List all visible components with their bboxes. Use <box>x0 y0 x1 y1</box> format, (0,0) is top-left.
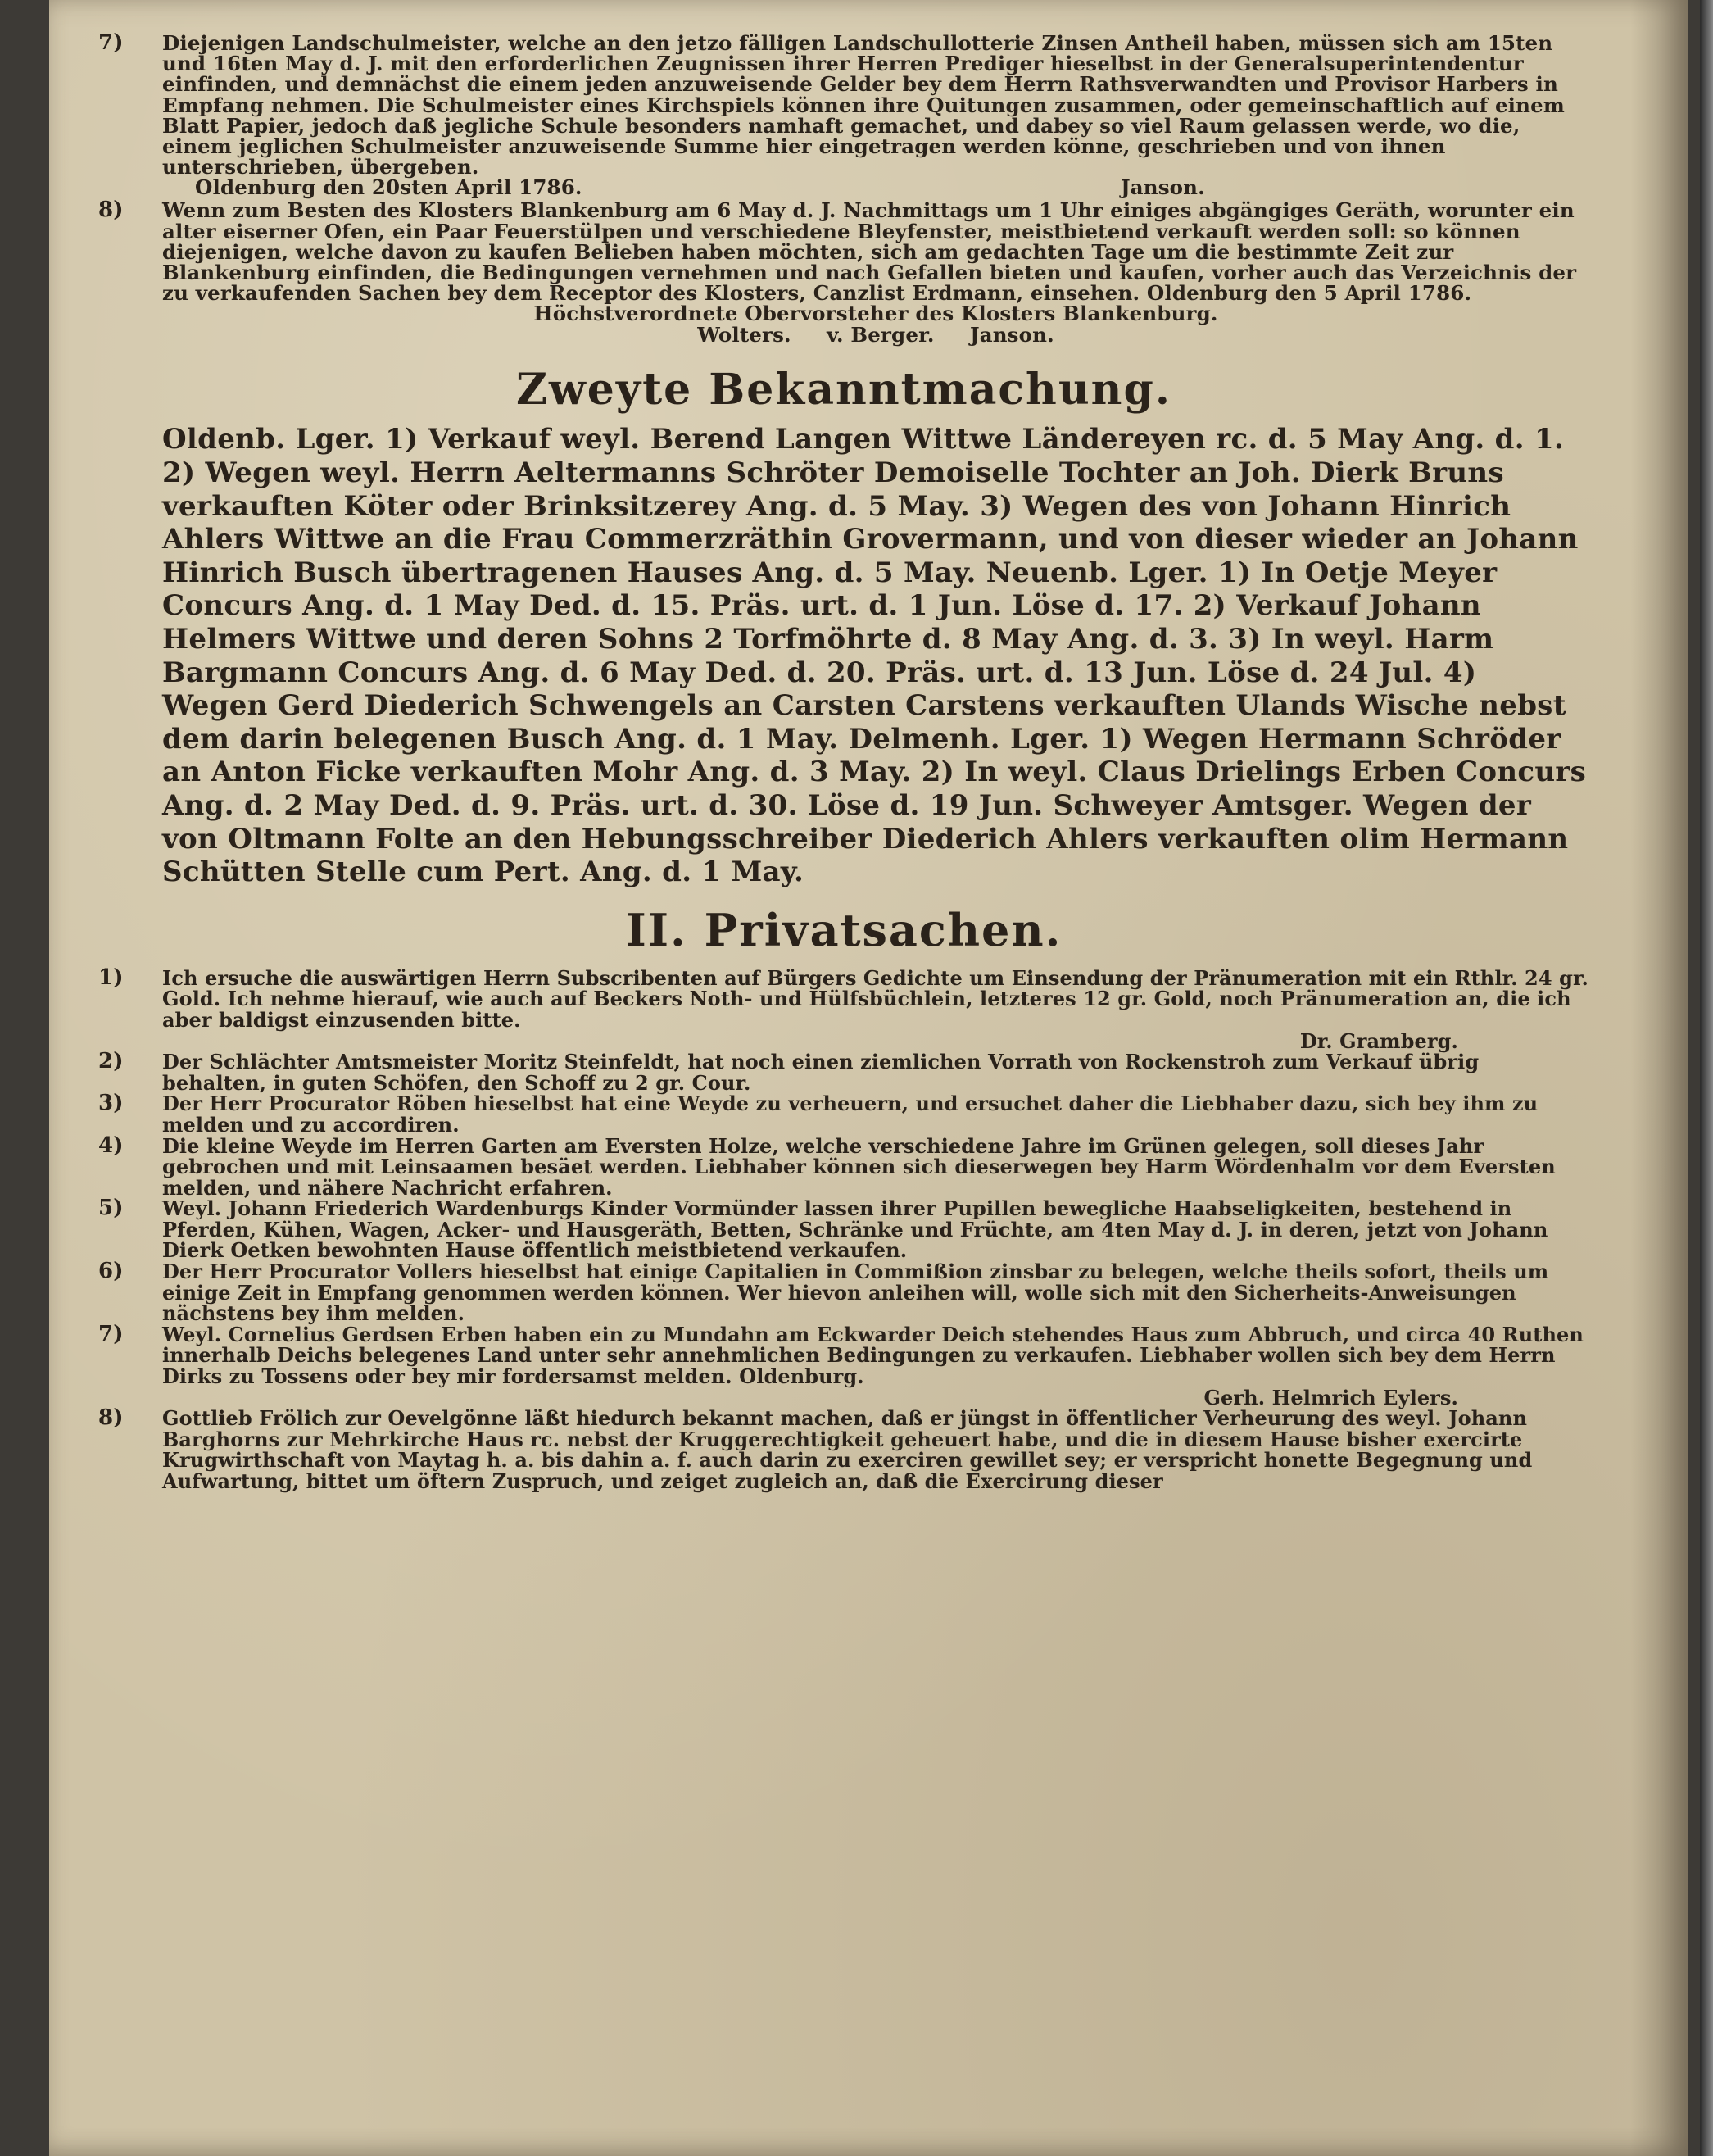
notice-text: Wenn zum Besten des Klosters Blankenburg am 6 May d. J. Nachmittags um 1 Uhr einiges abgängiges Geräth, worunter ein alter eiserner Ofen, ein Paar Feuerstülpen und verschiedene Bleyfenster, meistbietend verkauft werden soll: so können diejenigen, welche davon zu kaufen Belieben haben möchten, sich am gedachten Tage um die bestimmte Zeit zur Blankenburg einfinden, die Bedingungen vernehmen und nach Gefallen bieten und kaufen, vorher auch das Verzeichnis der zu verkaufenden Sachen bey dem Receptor des Klosters, Canzlist Erdmann, einsehen. Oldenburg den 5 April 1786. <box>162 198 1577 306</box>
notice-number: 2) <box>98 1049 124 1074</box>
bekanntmachung-text: Oldenb. Lger. 1) Verkauf weyl. Berend Langen Wittwe Ländereyen rc. d. 5 May Ang. d. 1. 2) Wegen weyl. Herrn Aeltermanns Schröter Demoiselle Tochter an Joh. Dierk Bruns verkauften Köter oder Brinksitzerey Ang. d. 5 May. 3) Wegen des von Johann Hinrich Ahlers Wittwe an die Frau Commerzräthin Grovermann, und von dieser wieder an Johann Hinrich Busch übertragenen Hauses Ang. d. 5 May. Neuenb. Lger. 1) In Oetje Meyer Concurs Ang. d. 1 May Ded. d. 15. Präs. urt. d. 1 Jun. Löse d. 17. 2) Verkauf Johann Helmers Wittwe und deren Sohns 2 Torfmöhrte d. 8 May Ang. d. 3. 3) In weyl. Harm Bargmann Concurs Ang. d. 6 May Ded. d. 20. Präs. urt. d. 13 Jun. Löse d. 24 Jul. 4) Wegen Gerd Diederich Schwengels an Carsten Carstens verkauften Ulands Wische nebst dem darin belegenen Busch Ang. d. 1 May. Delmenh. Lger. 1) Wegen Hermann Schröder an Anton Ficke verkauften Mohr Ang. d. 3 May. 2) In weyl. Claus Drielings Erben Concurs Ang. d. 2 May Ded. d. 9. Präs. urt. d. 30. Löse d. 19 Jun. Schweyer Amtsger. Wegen der von Oltmann Folte an den Hebungsschreiber Diederich Ahlers verkauften olim Hermann Schütten Stelle cum Pert. Ang. d. 1 May. <box>162 423 1587 889</box>
heading-zweyte-bekanntmachung: Zweyte Bekanntmachung. <box>516 365 1171 415</box>
privat-8 <box>98 1405 1589 1493</box>
privat-1 <box>98 965 1589 1053</box>
privat-2 <box>98 1051 1589 1093</box>
signature: Gerh. Helmrich Eylers. <box>1203 1385 1458 1409</box>
notice-7 <box>98 30 1589 200</box>
place-date: Oldenburg den 20sten April 1786. <box>195 175 582 200</box>
notice-text: Diejenigen Landschulmeister, welche an den jetzo fälligen Landschullotterie Zinsen Antheil haben, müssen sich am 15ten und 16ten May d. J. mit den erforderlichen Zeugnissen ihrer Herren Prediger hieselbst in der Generalsuperintendentur einfinden, und demnächst die einem jeden anzuweisende Gelder bey dem Herrn Rathsverwandten und Provisor Harbers in Empfang nehmen. Die Schulmeister eines Kirchspiels können ihre Quitungen zusammen, oder gemeinschaftlich auf einem Blatt Papier, jedoch daß jegliche Schule besonders namhaft gemachet, und dabey so viel Raum gelassen werde, wo die, einem jeglichen Schulmeister anzuweisende Summe hier eingetragen werden könne, geschrieben und von ihnen unterschrieben, übergeben. <box>162 31 1565 179</box>
signature-title: Höchstverordnete Obervorsteher des Klosters Blankenburg. <box>533 302 1218 326</box>
notice-number: 8) <box>98 1405 124 1431</box>
signature: Dr. Gramberg. <box>1299 1028 1458 1053</box>
privat-4 <box>98 1132 1589 1200</box>
notice-number: 3) <box>98 1091 124 1116</box>
bekanntmachung-body <box>98 423 1589 888</box>
privat-3 <box>98 1093 1589 1135</box>
privat-5 <box>98 1198 1589 1261</box>
page-shadow <box>1630 0 1688 2156</box>
notice-dateline <box>162 177 1589 198</box>
privat-7 <box>98 1321 1589 1409</box>
notice-number: 7) <box>98 30 124 55</box>
notice-text: Weyl. Cornelius Gerdsen Erben haben ein zu Mundahn am Eckwarder Deich stehendes Haus zum Abbruch, und circa 40 Ruthen innerhalb Deichs belegenes Land unter sehr annehmlichen Bedingungen zu verkaufen. Liebhaber wollen sich bey dem Herrn Dirks zu Tossens oder bey mir fordersamst melden. Oldenburg. <box>162 1322 1584 1389</box>
newspaper-page <box>49 0 1688 2156</box>
notice-text: Der Schlächter Amtsmeister Moritz Steinfeldt, hat noch einen ziemlichen Vorrath von Rockenstroh zum Verkauf übrig behalten, in guten Schöfen, den Schoff zu 2 gr. Cour. <box>162 1050 1480 1095</box>
notice-number: 7) <box>98 1321 124 1346</box>
notice-number: 8) <box>98 197 124 223</box>
signature: Janson. <box>1121 175 1205 200</box>
notice-number: 4) <box>98 1132 124 1158</box>
notice-number: 1) <box>98 965 124 990</box>
privat-6 <box>98 1261 1589 1324</box>
heading-privatsachen: II. Privatsachen. <box>625 903 1063 956</box>
notice-number: 5) <box>98 1196 124 1221</box>
scanner-edge <box>1700 0 1713 2156</box>
notice-text: Die kleine Weyde im Herren Garten am Eversten Holze, welche verschiedene Jahre im Grünen gelegen, soll dieses Jahr gebrochen und mit Leinsaamen besäet werden. Liebhaber können sich dieserwegen bey Harm Wördenhalm vor dem Eversten melden, und nähere Nachricht erfahren. <box>162 1133 1556 1200</box>
notice-text: Der Herr Procurator Vollers hieselbst hat einige Capitalien in Commißion zinsbar zu belegen, welche theils sofort, theils um einige Zeit in Empfang genommen werden können. Wer hievon anleihen will, wolle sich mit den Sicherheits-Anweisungen nächstens bey ihm melden. <box>162 1260 1549 1326</box>
notice-number: 6) <box>98 1259 124 1284</box>
notice-text: Gottlieb Frölich zur Oevelgönne läßt hiedurch bekannt machen, daß er jüngst in öffentlicher Verheurung des weyl. Johann Barghorns zur Mehrkirche Haus rc. nebst der Kruggerechtigkeit geheuert habe, und die in diesem Hause bisher exercirte Krugwirthschaft von Maytag h. a. bis dahin a. f. auch darin zu exerciren gewillet sey; er verspricht honette Begegnung und Aufwartung, bittet um öftern Zuspruch, und zeiget zugleich an, daß die Exercirung dieser <box>162 1406 1533 1493</box>
signatures: Wolters. v. Berger. Janson. <box>697 323 1054 347</box>
page-content <box>98 30 1589 1493</box>
notice-text: Weyl. Johann Friederich Wardenburgs Kinder Vormünder lassen ihrer Pupillen bewegliche Haabseligkeiten, bestehend in Pferden, Kühen, Wagen, Acker- und Hausgeräth, Betten, Schränke und Früchte, am 4ten May d. J. in deren, jetzt von Johann Dierk Oetken bewohnten Hause öffentlich meistbietend verkaufen. <box>162 1196 1548 1263</box>
notice-text: Der Herr Procurator Röben hieselbst hat eine Weyde zu verheuern, und ersuchet daher die Liebhaber dazu, sich bey ihm zu melden und zu accordiren. <box>162 1092 1539 1137</box>
notice-text: Ich ersuche die auswärtigen Herrn Subscribenten auf Bürgers Gedichte um Einsendung der Pränumeration mit ein Rthlr. 24 gr. Gold. Ich nehme hierauf, wie auch auf Beckers Noth- und Hülfsbüchlein, letzteres 12 gr. Gold, noch Pränumeration an, die ich aber baldigst einzusenden bitte. <box>162 965 1588 1032</box>
notice-8 <box>98 197 1589 347</box>
